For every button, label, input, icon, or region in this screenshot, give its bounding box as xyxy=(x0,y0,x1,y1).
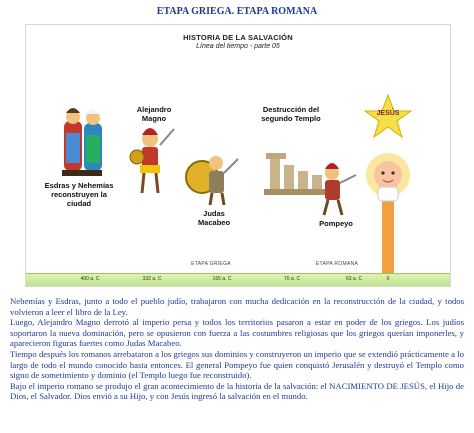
paragraph-1: Nehemías y Esdras, junto a todo el pueblo judío, trabajaron con mucha dedicación en la reconstrucción de la ciudad, y todos volvieron a leer el libro de la Ley. xyxy=(10,296,464,317)
tick-165: 165 a. C xyxy=(212,276,232,282)
jesus-marker xyxy=(365,95,411,273)
page-heading: ETAPA GRIEGA. ETAPA ROMANA xyxy=(156,6,318,17)
paragraph-4: Bajo el imperio romano se produjo el gran acontecimiento de la historia de la salvación: el NACIMIENTO DE JESÚS, el Hijo de Dios, el Salvador. Dios envió a su Hijo, y con Jesús ingresó la salvación en el mundo. xyxy=(10,380,464,402)
label-destruccion: Destrucción del segundo Templo xyxy=(261,105,321,123)
label-judas: Judas Macabeo xyxy=(197,209,231,227)
body-text xyxy=(10,296,464,402)
tick-63: 63 a. C xyxy=(345,276,363,282)
tick-332: 332 a. C xyxy=(142,276,162,282)
timeline-artwork xyxy=(26,25,451,287)
temple-ruins xyxy=(264,153,328,195)
tick-400: 400 a. C xyxy=(80,276,100,282)
stage-roman: ETAPA ROMANA xyxy=(315,261,359,267)
label-esdras: Esdras y Nehemías reconstruyen la ciudad xyxy=(44,181,114,208)
label-alejandro: Alejandro Magno xyxy=(136,105,172,123)
tick-0: 0 xyxy=(386,276,390,282)
paragraph-3: Tiempo después los romanos arrebataron a los griegos sus dominios y construyeron un imperio que se extendió prácticamente a lo largo de todo el mundo conocido hasta entonces. El general Pompeyo fue quien conquistó Jerusalén y destruyó el Templo como signo de sometimiento y dominio (el Templo luego fue reconstruido). xyxy=(10,348,464,381)
label-jesus: JESÚS xyxy=(376,110,400,117)
illustration-subtitle: Línea del tiempo - parte 05 xyxy=(196,43,280,50)
label-pompeyo: Pompeyo xyxy=(319,219,353,228)
pompeyo-figure xyxy=(324,163,356,215)
alejandro-figure xyxy=(130,128,174,193)
stage-greek: ETAPA GRIEGA xyxy=(191,261,231,267)
paragraph-2: Luego, Alejandro Magno derrotó al imperio persa y todos los territorios pasaron a estar en poder de los griegos. Los judíos soportaron la nueva dominación, pero se opusieron con fuerza a las costumbres religiosas que los griegos querían imponerles, y aparecieron figuras fuertes como Judas Macabeo. xyxy=(10,317,464,349)
tick-70: 70 a. C xyxy=(283,276,301,282)
timeline-illustration xyxy=(25,24,451,287)
esdras-nehemias-figures xyxy=(62,108,102,176)
illustration-title: HISTORIA DE LA SALVACIÓN xyxy=(183,33,293,42)
judas-figure xyxy=(186,156,238,205)
